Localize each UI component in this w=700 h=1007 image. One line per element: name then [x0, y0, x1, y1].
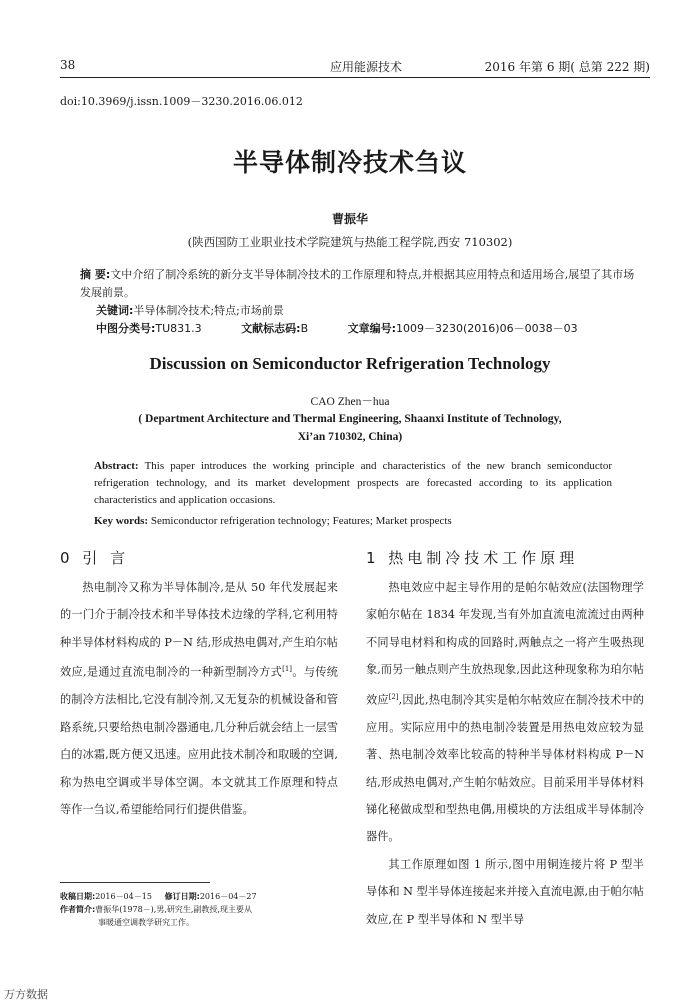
title-english: Discussion on Semiconductor Refrigeration Technology — [149, 354, 551, 373]
keywords-english — [94, 515, 452, 527]
journal-name: 应用能源技术 — [330, 60, 403, 74]
keywords-english-text: Semiconductor refrigeration technology; Features; Market prospects — [148, 515, 452, 527]
footnote — [60, 890, 350, 929]
abstract-english-text: This paper introduces the working principle and characteristics of the new branch semiconductor refrigeration technology, and its market development prospects are forecasted according to its application characteristics and application occasions. — [94, 460, 612, 506]
section-heading-principle: 1 热电制冷技术工作原理 — [366, 549, 579, 567]
principle-paragraph-1: 热电效应中起主导作用的是帕尔帖效应(法国物理学家帕尔帖在 1834 年发现,当有外加直流电流流过由两种不同导电材料和构成的回路时,两触点之一将产生吸热现象,而另一触点则产生放热现象,因此这种现象称为珀尔帖效应[2],因此,热电制冷其实是帕尔帖效应在制冷技术中的应用。实际应用中的热电制冷装置是用热电效应较为显著、热电制冷效率比较高的特种半导体材料构成 P－N 结,形成热电偶对,产生帕尔帖效应。目前采用半导体材料锑化秘做成型和型热电偶,用模块的方法组成半导体制冷器件。 — [366, 581, 644, 844]
article-number: 文章编号:1009－3230(2016)06－0038－03 — [347, 322, 578, 335]
abstract-chinese-text: 文中介绍了制冷系统的新分支半导体制冷技术的工作原理和特点,并根据其应用特点和适用场合,展望了其市场发展前景。 — [80, 268, 635, 299]
clc-number: 中图分类号:TU831.3 — [96, 322, 202, 335]
footnote-rule — [60, 882, 210, 883]
doi: doi:10.3969/j.issn.1009－3230.2016.06.012 — [60, 95, 303, 108]
keywords-chinese-text: 半导体制冷技术;特点;市场前景 — [133, 304, 284, 317]
right-column — [366, 547, 644, 933]
running-header — [60, 56, 650, 78]
affiliation-chinese: (陕西国防工业职业技术学院建筑与热能工程学院,西安 710302) — [187, 235, 513, 249]
abstract-english — [94, 458, 612, 509]
author-english: CAO Zhen－hua — [310, 396, 390, 408]
footnote-dates: 收稿日期:2016－04－15 修订日期:2016－04－27 — [60, 892, 257, 901]
principle-paragraph-2: 其工作原理如图 1 所示,图中用铜连接片将 P 型半导体和 N 型半导体连接起来并接入直流电源,由于帕尔帖效应,在 P 型半导体和 N 型半导 — [366, 857, 644, 926]
introduction-paragraph: 热电制冷又称为半导体制冷,是从 50 年代发展起来的一门介于制冷技术和半导体技术边缘的学科,它利用特种半导体材料构成的 P－N 结,形成热电偶对,产生珀尔帖效应,是通过直流电制冷的一种新型制冷方式[1]。与传统的制冷方法相比,它没有制冷剂,又无复杂的机械设备和管路系统,只要给热电制冷器通电,几分种后就会结上一层雪白的冰霜,既方便又迅速。应用此技术制冷和取暖的空调,称为热电空调或半导体空调。本文就其工作原理和特点等作一刍议,希望能给同行们提供借鉴。 — [60, 581, 338, 816]
abstract-english-label: Abstract: — [94, 460, 139, 472]
keywords-english-label: Key words: — [94, 515, 149, 527]
affiliation-english: ( Department Architecture and Thermal Engineering, Shaanxi Institute of Technology, Xi’an 710302, China) — [138, 413, 562, 443]
abstract-chinese-label: 摘 要: — [80, 268, 111, 281]
footnote-bio-continued: 事暖通空调教学研究工作。 — [98, 918, 194, 927]
keywords-chinese-label: 关键词: — [96, 304, 134, 317]
keywords-chinese — [96, 302, 284, 318]
issue-info: 2016 年第 6 期( 总第 222 期) — [484, 60, 650, 74]
title-chinese: 半导体制冷技术刍议 — [232, 148, 467, 177]
reference-2: [2] — [388, 692, 399, 701]
document-code: 文献标志码:B — [241, 322, 309, 335]
page-number: 38 — [60, 58, 76, 72]
left-column — [60, 547, 338, 823]
section-heading-introduction: 0 引 言 — [60, 549, 130, 567]
reference-1: [1] — [282, 665, 293, 674]
classification-line — [96, 320, 614, 336]
author-chinese: 曹振华 — [331, 212, 368, 226]
footnote-bio: 作者简介:曹振华(1978－),男,研究生,副教授,现主要从 — [60, 905, 252, 914]
abstract-chinese — [80, 266, 635, 302]
watermark: 万方数据 — [4, 988, 48, 1001]
